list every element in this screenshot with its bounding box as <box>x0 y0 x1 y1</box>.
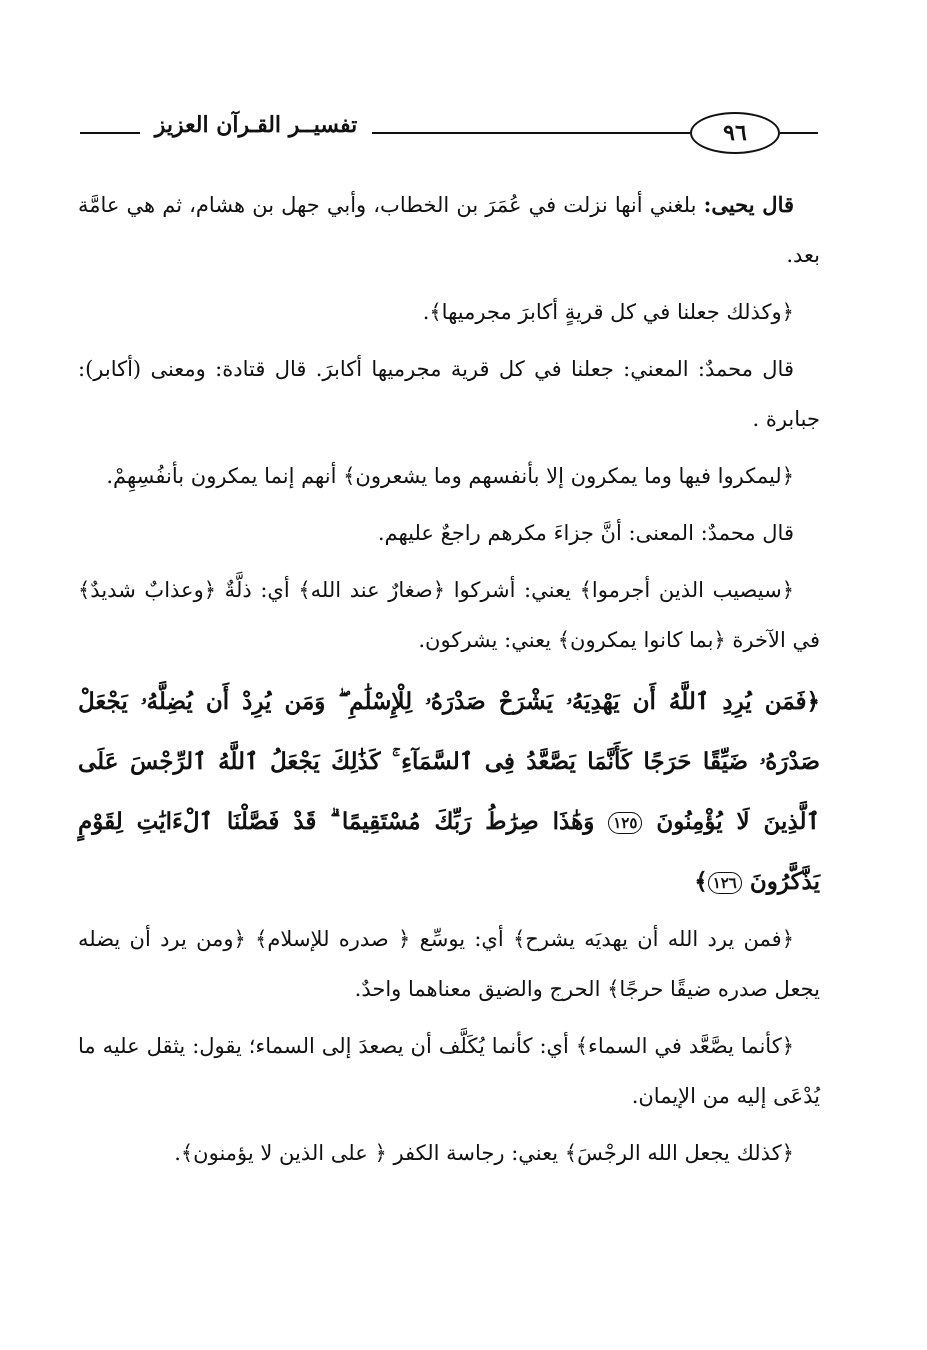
body-text <box>78 180 820 1185</box>
paragraph-1 <box>78 180 820 280</box>
paragraph-6: ﴿سيصيب الذين أجرموا﴾ يعني: أشركوا ﴿صغارٌ عند الله﴾ أي: ذلَّةٌ ﴿وعذابٌ شديدٌ﴾ في الآخرة ﴿بما كانوا يمكرون﴾ يعني: يشركون. <box>78 578 820 652</box>
verse-text-continued: وَهَٰذَا صِرَٰطُ رَبِّكَ مُسْتَقِيمًا ۗ قَدْ فَصَّلْنَا ٱلْءَايَٰتِ لِقَوْمٍ يَذَّكَّرُونَ <box>78 808 820 895</box>
paragraph-text: بلغني أنها نزلت في عُمَرَ بن الخطاب، وأبي جهل بن هشام، ثم هي عامَّة بعد. <box>78 193 820 267</box>
speaker-label: قال يحيى: <box>703 192 795 217</box>
page-number: ٩٦ <box>690 112 780 154</box>
paragraph-8: ﴿كأنما يصَّعَّد في السماء﴾ أي: كأنما يُكَلَّف أن يصعدَ إلى السماء؛ يقول: يثقل عليه ما يُدْعَى إليه من الإيمان. <box>78 1034 820 1108</box>
paragraph-3: قال محمدٌ: المعني: جعلنا في كل قرية مجرميها أكابرَ. قال قتادة: ومعنى (أكابر): جبابرة . <box>78 357 820 431</box>
paragraph-5: قال محمدٌ: المعنى: أنَّ جزاءَ مكرهم راجعٌ عليهم. <box>377 521 794 545</box>
header-rule-middle <box>372 132 690 134</box>
verse-closing-bracket: ﴾ <box>694 868 708 895</box>
header-rule-right <box>780 132 818 134</box>
quran-verse <box>78 672 820 912</box>
paragraph-7: ﴿فمن يرد الله أن يهديَه يشرح﴾ أي: يوسِّع ﴿ صدره للإسلام﴾ ﴿ومن يرد أن يضله يجعل صدره ضيقًا حرجًا﴾ الحرج والضيق معناهما واحدٌ. <box>78 927 820 1001</box>
verse-number-marker: ١٢٦ <box>708 872 742 894</box>
verse-text: ﴿فَمَن يُرِدِ ٱللَّهُ أَن يَهْدِيَهُۥ يَشْرَحْ صَدْرَهُۥ لِلْإِسْلَٰمِ ۖ وَمَن يُرِدْ أَن يُضِلَّهُۥ يَجْعَلْ صَدْرَهُۥ ضَيِّقًا حَرَجًا كَأَنَّمَا يَصَّعَّدُ فِى ٱلسَّمَآءِ ۚ كَذَٰلِكَ يَجْعَلُ ٱللَّهُ ٱلرِّجْسَ عَلَى ٱلَّذِينَ لَا يُؤْمِنُونَ <box>78 688 820 835</box>
header-rule-left <box>80 132 140 134</box>
running-title: تفسيــر القـرآن العزيز <box>154 112 358 138</box>
paragraph-2: ﴿وكذلك جعلنا في كل قريةٍ أكابرَ مجرميها﴾. <box>422 300 794 324</box>
verse-number-marker: ١٢٥ <box>608 812 642 834</box>
paragraph-4: ﴿ليمكروا فيها وما يمكرون إلا بأنفسهم وما يشعرون﴾ أنهم إنما يمكرون بأنفُسِهِمْ. <box>106 464 794 488</box>
paragraph-9: ﴿كذلك يجعل الله الرجْسَ﴾ يعني: رجاسة الكفر ﴿ على الذين لا يؤمنون﴾. <box>174 1141 794 1165</box>
